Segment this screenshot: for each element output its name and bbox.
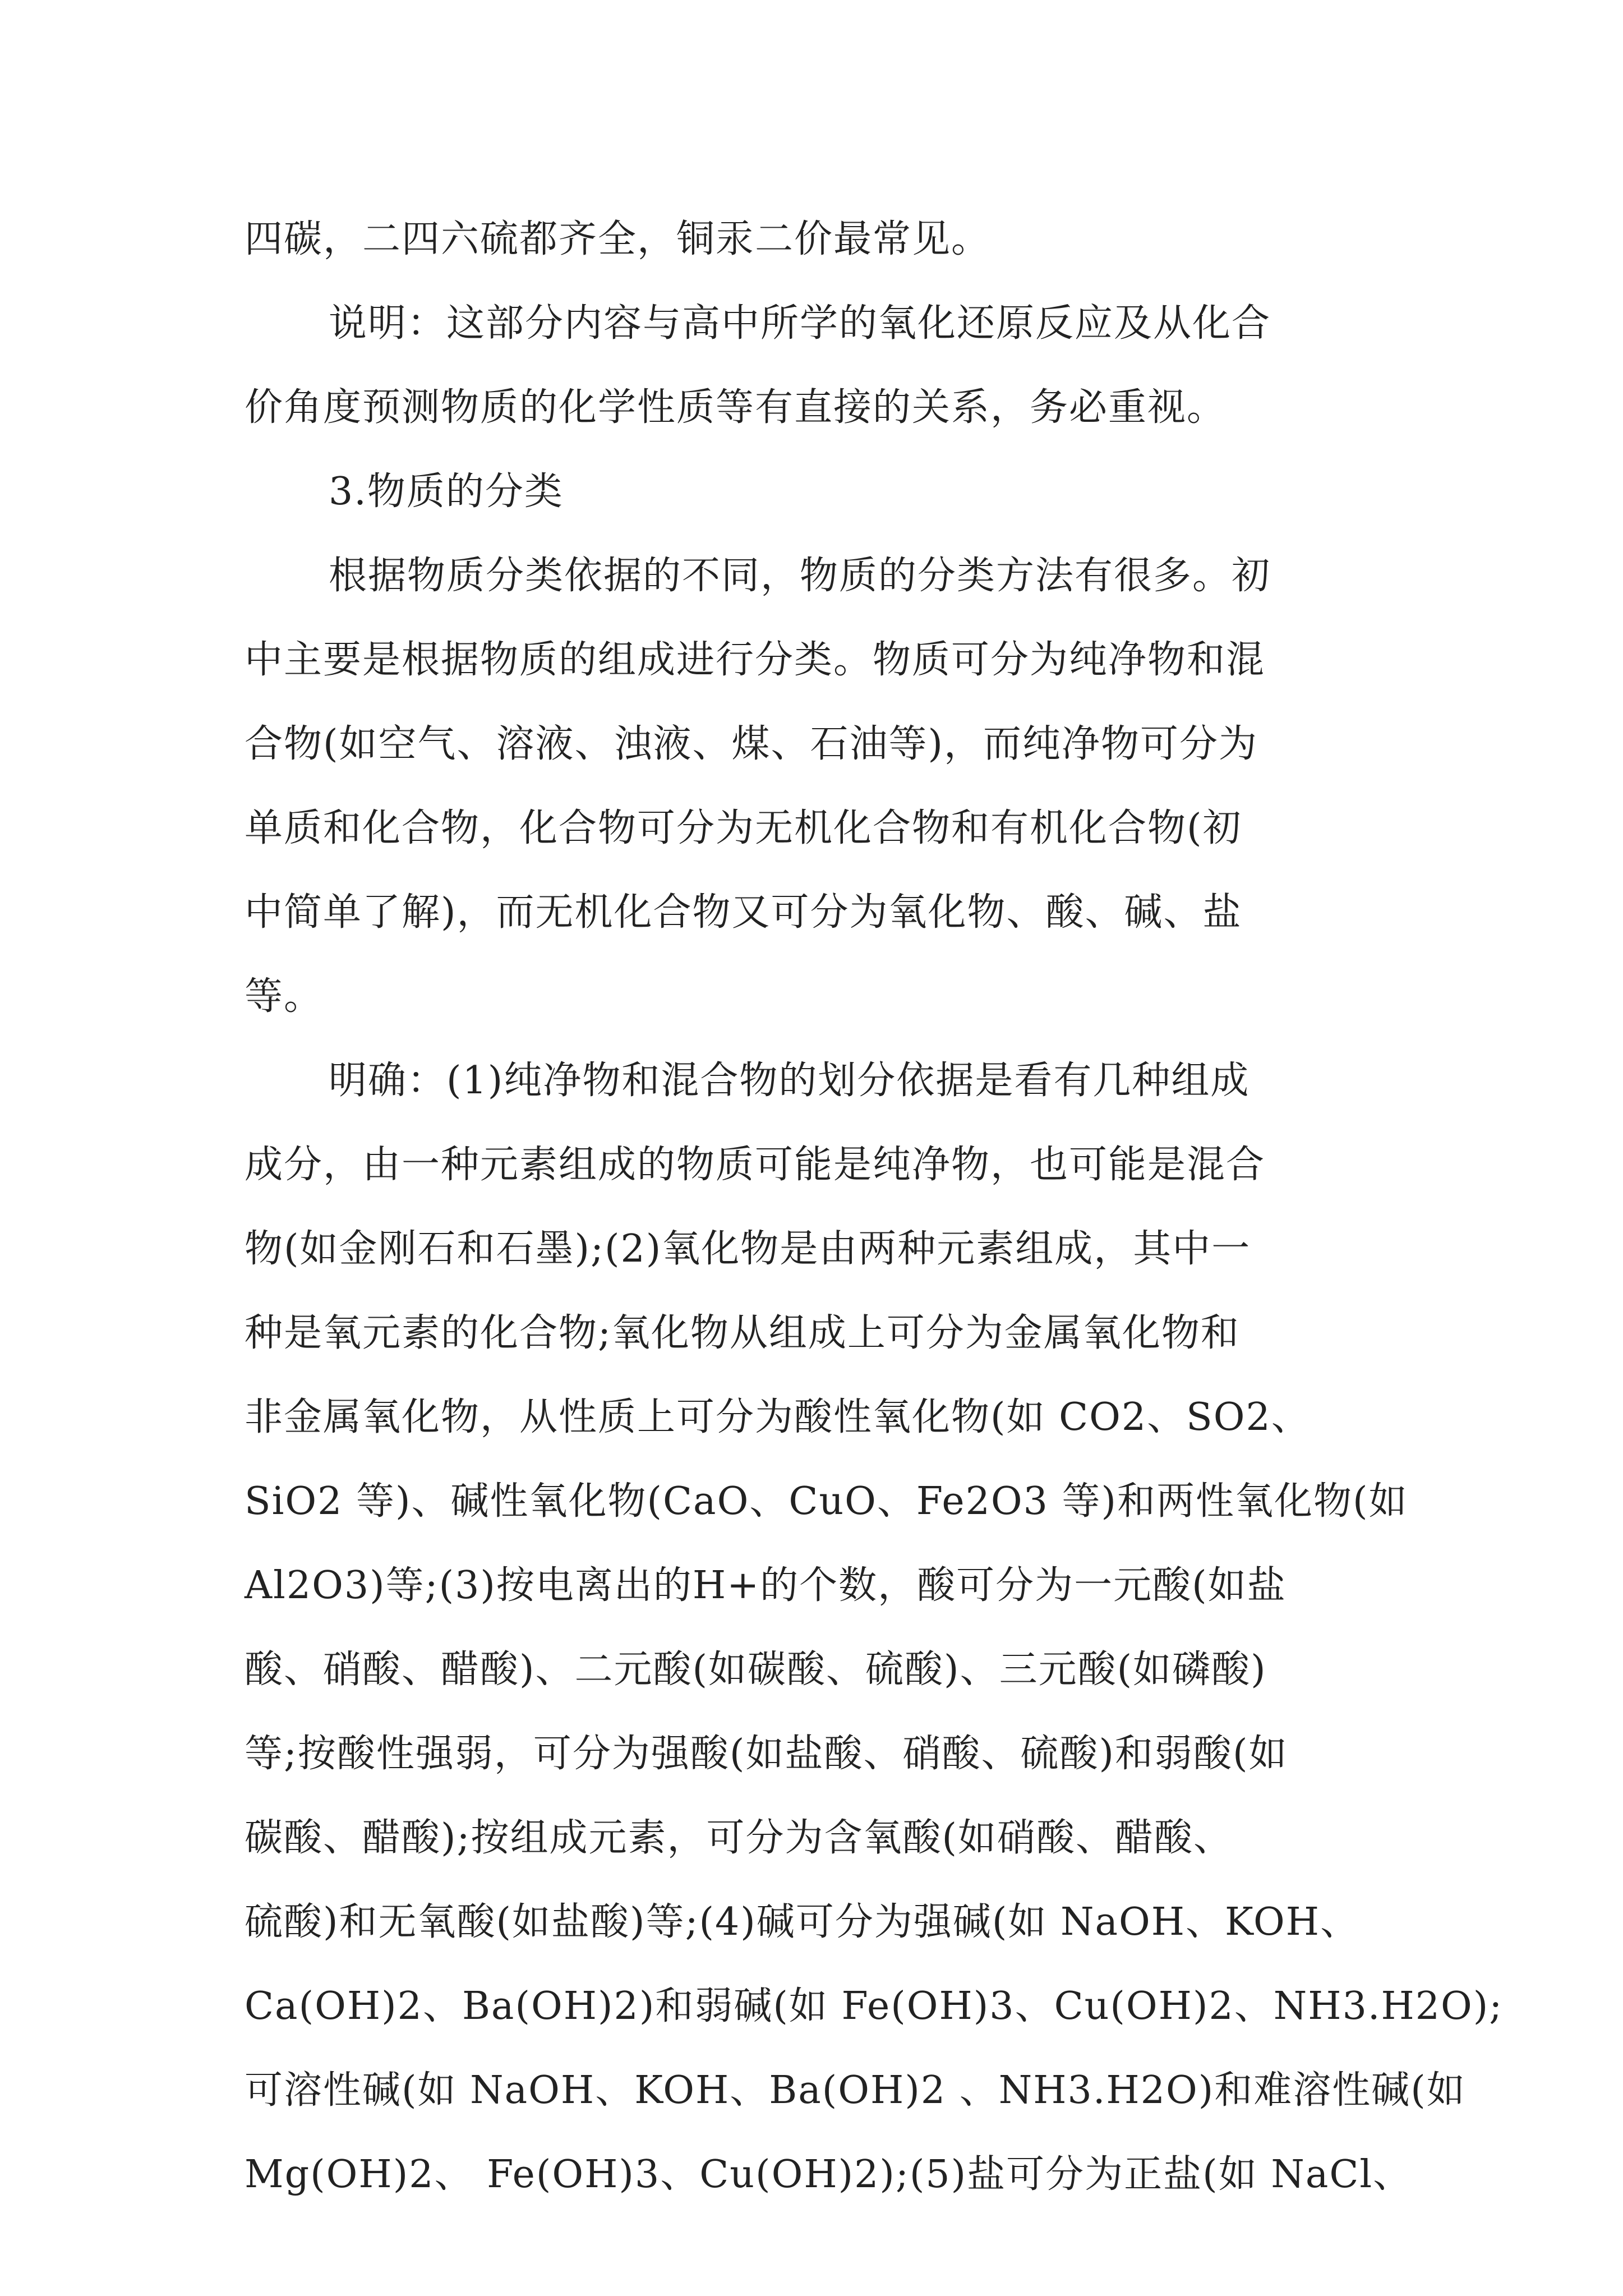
text-line: 等。: [245, 974, 324, 1019]
section-heading: 3.物质的分类: [329, 470, 564, 514]
text-line: 种是氧元素的化合物;氧化物从组成上可分为金属氧化物和: [245, 1311, 1240, 1355]
text-line: 等;按酸性强弱，可分为强酸(如盐酸、硝酸、硫酸)和弱酸(如: [245, 1732, 1288, 1776]
text-line: SiO2 等)、碱性氧化物(CaO、CuO、Fe2O3 等)和两性氧化物(如: [245, 1479, 1408, 1524]
text-line: 价角度预测物质的化学性质等有直接的关系，务必重视。: [245, 385, 1227, 430]
text-line: Mg(OH)2、 Fe(OH)3、Cu(OH)2);(5)盐可分为正盐(如 NaCl、: [245, 2152, 1413, 2197]
text-line: 硫酸)和无氧酸(如盐酸)等;(4)碱可分为强碱(如 NaOH、KOH、: [245, 1900, 1360, 1944]
text-line: Al2O3)等;(3)按电离出的H+的个数，酸可分为一元酸(如盐: [245, 1563, 1287, 1608]
text-line: 四碳，二四六硫都齐全，铜汞二价最常见。: [245, 217, 991, 261]
text-line: 明确：(1)纯净物和混合物的划分依据是看有几种组成: [329, 1059, 1250, 1103]
text-line: 碳酸、醋酸);按组成元素，可分为含氧酸(如硝酸、醋酸、: [245, 1816, 1233, 1860]
text-line: 成分，由一种元素组成的物质可能是纯净物，也可能是混合: [245, 1143, 1266, 1187]
text-line: 中主要是根据物质的组成进行分类。物质可分为纯净物和混: [245, 638, 1266, 682]
text-line: 说明：这部分内容与高中所学的氧化还原反应及从化合: [329, 301, 1271, 346]
text-line: 酸、硝酸、醋酸)、二元酸(如碳酸、硫酸)、三元酸(如磷酸): [245, 1648, 1267, 1692]
text-line: 非金属氧化物，从性质上可分为酸性氧化物(如 CO2、SO2、: [245, 1395, 1311, 1439]
text-line: Ca(OH)2、Ba(OH)2)和弱碱(如 Fe(OH)3、Cu(OH)2、NH3.H2O);: [245, 1984, 1504, 2028]
body-text: [245, 197, 1504, 2217]
text-line: 可溶性碱(如 NaOH、KOH、Ba(OH)2 、NH3.H2O)和难溶性碱(如: [245, 2068, 1466, 2113]
text-line: 合物(如空气、溶液、浊液、煤、石油等)，而纯净物可分为: [245, 722, 1258, 766]
text-line: 根据物质分类依据的不同，物质的分类方法有很多。初: [329, 554, 1271, 598]
text-line: 单质和化合物，化合物可分为无机化合物和有机化合物(初: [245, 806, 1242, 850]
text-line: 中简单了解)，而无机化合物又可分为氧化物、酸、碱、盐: [245, 890, 1242, 935]
text-line: 物(如金刚石和石墨);(2)氧化物是由两种元素组成，其中一: [245, 1227, 1251, 1271]
